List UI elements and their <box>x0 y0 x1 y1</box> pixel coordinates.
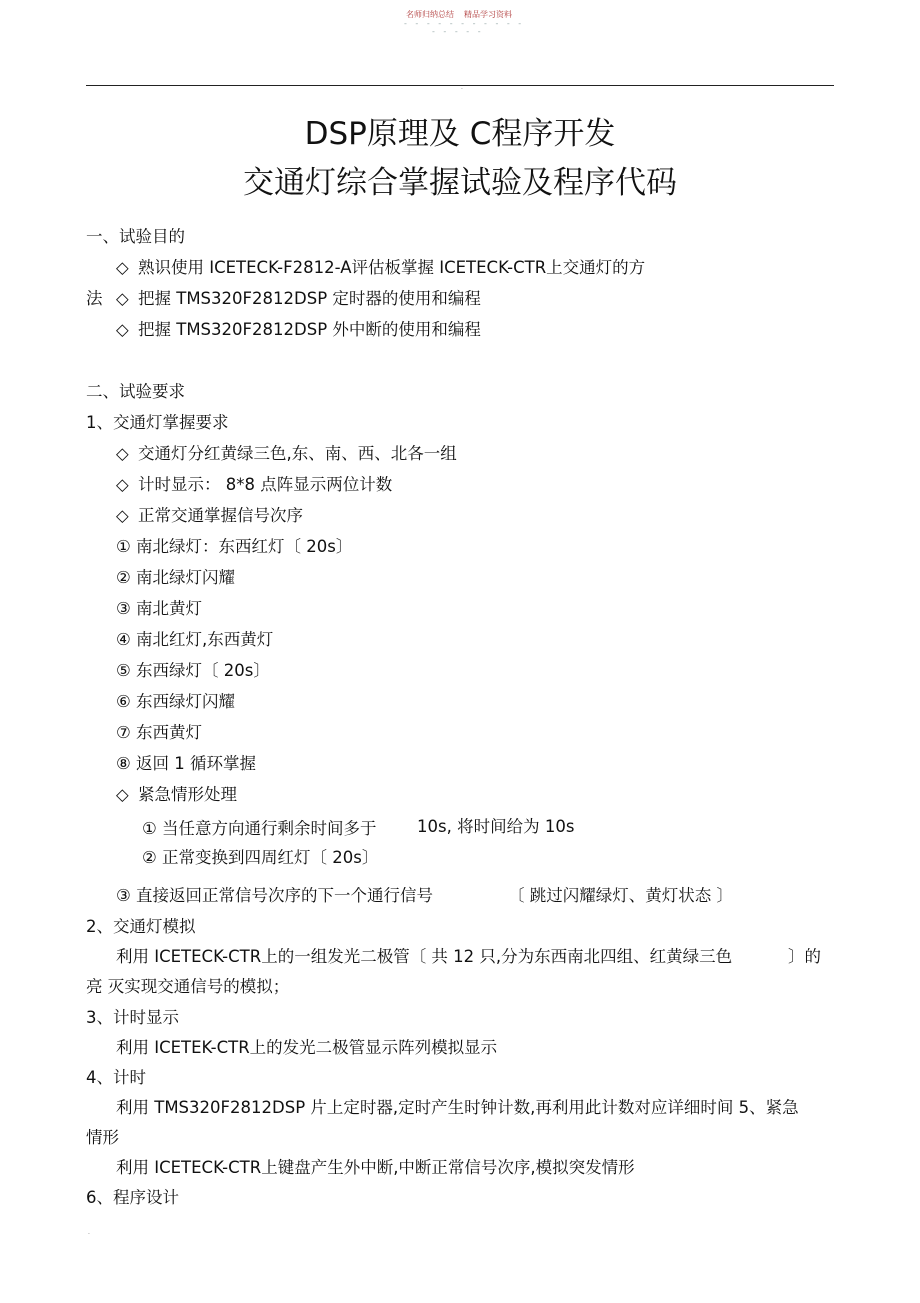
sequence-step-7: ⑦ 东西黄灯 <box>116 723 203 742</box>
subsection-3: 3、计时显示 <box>86 1008 179 1027</box>
list-item <box>116 319 481 341</box>
requirement-2: 计时显示： 8*8 点阵显示两位计数 <box>138 475 393 494</box>
objective-1: 熟识使用 ICETECK-F2812-A评估板掌握 ICETECK-CTR上交通灯的方 <box>138 258 646 277</box>
emergency-step-1-detail: 10s, 将时间给为 10s <box>417 817 575 836</box>
sequence-step-6: ⑥ 东西绿灯闪耀 <box>116 692 236 711</box>
subsection-4: 4、计时 <box>86 1068 146 1087</box>
sequence-step-4: ④ 南北红灯,东西黄灯 <box>116 630 274 649</box>
diamond-bullet: ◇ <box>116 785 129 804</box>
diamond-bullet: ◇ <box>116 320 129 339</box>
paragraph-3: 利用 ICETEK-CTR上的发光二极管显示阵列模拟显示 <box>116 1038 498 1057</box>
footer-dot: . <box>88 1229 90 1236</box>
sequence-step-2: ② 南北绿灯闪耀 <box>116 568 236 587</box>
sequence-step-1: ① 南北绿灯：东西红灯〔 20s〕 <box>116 537 353 556</box>
diamond-bullet: ◇ <box>116 444 129 463</box>
list-item <box>116 784 237 806</box>
header-left-text: 名师归纳总结 <box>406 10 454 19</box>
diamond-bullet: ◇ <box>116 258 129 277</box>
list-item <box>116 288 481 310</box>
paragraph-5: 利用 ICETECK-CTR上键盘产生外中断,中断正常信号次序,模拟突发情形 <box>116 1158 635 1177</box>
emergency-step-2: ② 正常变换到四周红灯〔 20s〕 <box>142 848 379 867</box>
header-dashes-2: - - - - - <box>432 27 484 36</box>
diamond-bullet: ◇ <box>116 475 129 494</box>
requirement-4: 紧急情形处理 <box>138 785 237 804</box>
objective-2: 把握 TMS320F2812DSP 定时器的使用和编程 <box>138 289 481 308</box>
rule-dot: · <box>461 86 463 93</box>
emergency-step-3: ③ 直接返回正常信号次序的下一个通行信号 <box>116 886 434 905</box>
subsection-6: 6、程序设计 <box>86 1188 179 1207</box>
header-rule <box>86 85 834 86</box>
objective-3: 把握 TMS320F2812DSP 外中断的使用和编程 <box>138 320 481 339</box>
page-subtitle: 交通灯综合掌握试验及程序代码 <box>243 165 677 201</box>
sequence-step-5: ⑤ 东西绿灯〔 20s〕 <box>116 661 270 680</box>
list-item <box>116 474 392 496</box>
requirement-3: 正常交通掌握信号次序 <box>138 506 303 525</box>
section-1-heading: 一、试验目的 <box>86 227 185 246</box>
emergency-step-3-note: 〔 跳过闪耀绿灯、黄灯状态 〕 <box>508 886 733 905</box>
paragraph-4a: 利用 TMS320F2812DSP 片上定时器,定时产生时钟计数,再利用此计数对应详细时间 5、紧急 <box>116 1098 799 1117</box>
section-2-heading: 二、试验要求 <box>86 382 185 401</box>
diamond-bullet: ◇ <box>116 289 129 308</box>
subsection-2: 2、交通灯模拟 <box>86 917 196 936</box>
paragraph-2b: 亮 灭实现交通信号的模拟； <box>86 977 290 996</box>
paragraph-4b: 情形 <box>86 1128 119 1147</box>
list-item <box>116 257 645 279</box>
list-item <box>116 443 457 465</box>
requirement-1: 交通灯分红黄绿三色,东、南、西、北各一组 <box>138 444 457 463</box>
header-dashes: - - - - - - - - - - - <box>404 19 525 28</box>
sequence-step-8: ⑧ 返回 1 循环掌握 <box>116 754 257 773</box>
subsection-1: 1、交通灯掌握要求 <box>86 413 229 432</box>
page-title: DSP原理及 C程序开发 <box>304 116 616 152</box>
paragraph-2a: 利用 ICETECK-CTR上的一组发光二极管〔 共 12 只,分为东西南北四组、红黄绿三色 <box>116 947 733 966</box>
header-right-text: 精品学习资料 <box>464 10 512 19</box>
emergency-step-1: ① 当任意方向通行剩余时间多于 <box>142 819 377 838</box>
paragraph-2a-end: 〕的 <box>788 947 821 966</box>
objective-1-continued: 法 <box>86 289 103 308</box>
list-item <box>116 505 303 527</box>
sequence-step-3: ③ 南北黄灯 <box>116 599 203 618</box>
diamond-bullet: ◇ <box>116 506 129 525</box>
